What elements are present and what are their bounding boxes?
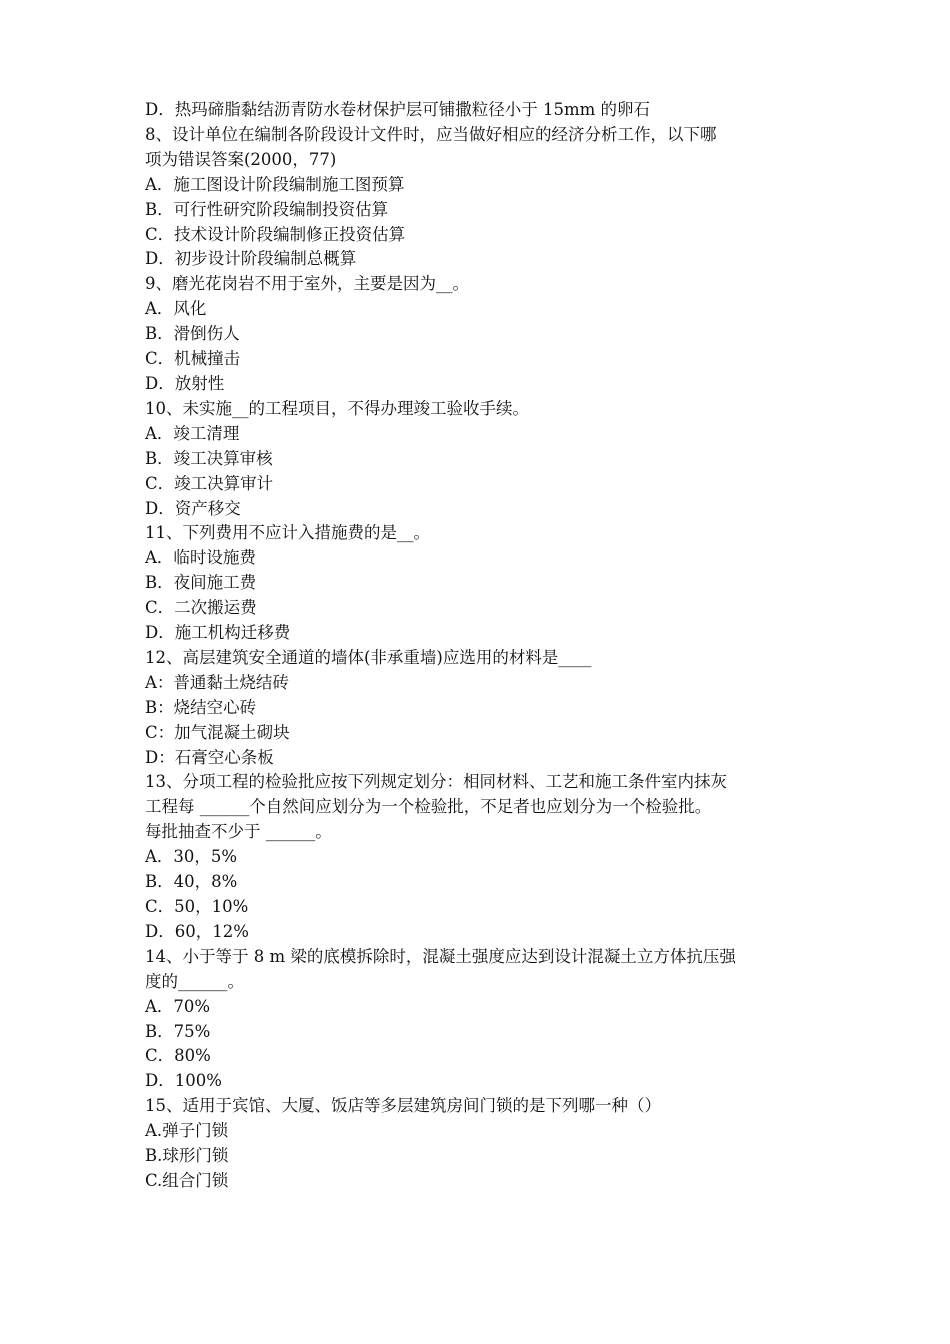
question-8-text: 项为错误答案(2000，77) <box>145 149 337 169</box>
question-13-text: 每批抽查不少于 ______。 <box>145 822 332 842</box>
question-13-option-a: A．30，5% <box>145 847 238 867</box>
question-8-text: 8、设计单位在编制各阶段设计文件时，应当做好相应的经济分析工作，以下哪 <box>145 124 717 144</box>
question-11-option-b: B．夜间施工费 <box>145 573 257 593</box>
question-9-text: 9、磨光花岗岩不用于室外，主要是因为__。 <box>145 274 469 294</box>
document-page <box>145 98 825 1194</box>
question-12-option-a: A：普通黏土烧结砖 <box>145 672 289 692</box>
question-12-option-b: B：烧结空心砖 <box>145 697 257 717</box>
question-10-option-c: C．竣工决算审计 <box>145 473 274 493</box>
question-10-text: 10、未实施__的工程项目，不得办理竣工验收手续。 <box>145 398 529 418</box>
question-11-option-a: A．临时设施费 <box>145 548 256 568</box>
question-9-option-d: D．放射性 <box>145 373 225 393</box>
question-11-text: 11、下列费用不应计入措施费的是__。 <box>145 523 430 543</box>
question-14-option-a: A．70% <box>145 996 211 1016</box>
question-15-option-a: A.弹子门锁 <box>145 1121 229 1141</box>
text-line: D．热玛碲脂黏结沥青防水卷材保护层可铺撒粒径小于 15mm 的卵石 <box>145 100 651 119</box>
question-8-option-d: D．初步设计阶段编制总概算 <box>145 249 357 269</box>
question-14-text: 度的______。 <box>145 971 244 991</box>
question-15-option-b: B.球形门锁 <box>145 1146 229 1166</box>
question-8-option-c: C．技术设计阶段编制修正投资估算 <box>145 224 406 244</box>
question-15-text: 15、适用于宾馆、大厦、饭店等多层建筑房间门锁的是下列哪一种（） <box>145 1096 661 1116</box>
question-8-option-a: A．施工图设计阶段编制施工图预算 <box>145 174 405 194</box>
question-13-option-b: B．40，8% <box>145 872 238 892</box>
question-10-option-d: D．资产移交 <box>145 498 241 518</box>
question-10-option-b: B．竣工决算审核 <box>145 448 273 468</box>
question-10-option-a: A．竣工清理 <box>145 423 240 443</box>
question-15-option-c: C.组合门锁 <box>145 1170 229 1190</box>
question-9-option-a: A．风化 <box>145 299 207 319</box>
question-13-option-d: D．60，12% <box>145 921 249 941</box>
question-12-option-c: C：加气混凝土砌块 <box>145 722 290 742</box>
question-9-option-c: C．机械撞击 <box>145 349 241 369</box>
question-13-text: 13、分项工程的检验批应按下列规定划分：相同材料、工艺和施工条件室内抹灰 <box>145 772 727 792</box>
question-14-text: 14、小于等于 8 m 梁的底模拆除时，混凝土强度应达到设计混凝土立方体抗压强 <box>145 946 736 966</box>
question-12-option-d: D：石膏空心条板 <box>145 747 274 767</box>
question-11-option-c: C．二次搬运费 <box>145 598 257 618</box>
question-12-text: 12、高层建筑安全通道的墙体(非承重墙)应选用的材料是____ <box>145 647 592 667</box>
question-11-option-d: D．施工机构迁移费 <box>145 623 291 643</box>
question-14-option-c: C．80% <box>145 1046 211 1066</box>
question-14-option-b: B．75% <box>145 1021 211 1041</box>
question-8-option-b: B．可行性研究阶段编制投资估算 <box>145 199 389 219</box>
question-9-option-b: B．滑倒伤人 <box>145 324 240 344</box>
question-13-option-c: C．50，10% <box>145 897 249 916</box>
question-14-option-d: D．100% <box>145 1071 222 1091</box>
question-13-text: 工程每 ______个自然间应划分为一个检验批，不足者也应划分为一个检验批。 <box>145 797 712 817</box>
